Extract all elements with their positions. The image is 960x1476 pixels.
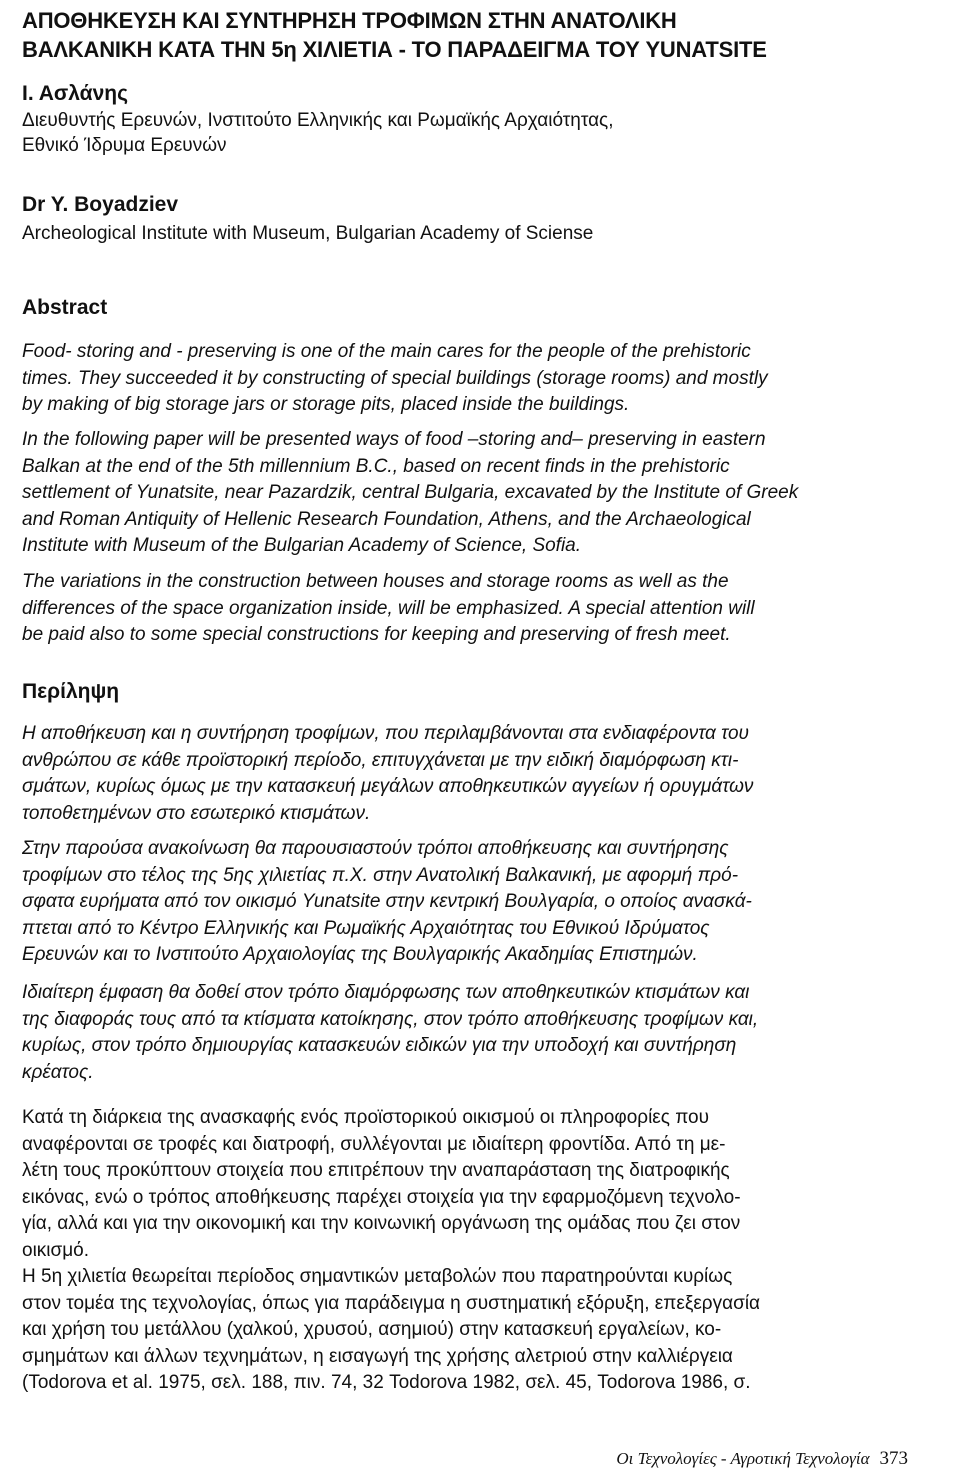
author-affiliation: Archeological Institute with Museum, Bulgarian Academy of Sciense	[22, 223, 594, 244]
page-footer	[616, 1448, 908, 1470]
title-line: ΒΑΛΚΑΝΙΚΗ ΚΑΤΑ ΤΗΝ 5η ΧΙΛΙΕΤΙΑ - ΤΟ ΠΑΡΑΔΕΙΓΜΑ ΤΟΥ YUNATSITE	[22, 37, 767, 62]
paper-title	[22, 6, 912, 64]
author-name: Dr Y. Boyadziev	[22, 193, 179, 216]
page-number: 373	[879, 1448, 908, 1469]
paragraph: Στην παρούσα ανακοίνωση θα παρουσιαστούν τρόποι αποθήκευσης και συντήρησης τροφίμων στο τέλος της 5ης χιλιετίας π.Χ. στην Ανατολική Βαλκανική, με αφορμή πρό- σφατα ευρήματα από τον οικισμό Yunatsite στην κεντρική Βουλγαρία, ο οποίος ανασκά- πτεται από το Κέντρο Ελληνικής και Ρωμαϊκής Αρχαιότητας του Εθνικού Ιδρύματος Ερευνών και το Ινστιτούτο Αρχαιολογίας της Βουλγαρικής Ακαδημίας Επιστημών.	[22, 838, 752, 965]
running-title: Οι Τεχνολογίες - Αγροτική Τεχνολογία	[616, 1449, 870, 1468]
paragraph: Ιδιαίτερη έμφαση θα δοθεί στον τρόπο διαμόρφωσης των αποθηκευτικών κτισμάτων και της διαφοράς τους από τα κτίσματα κατοίκησης, στον τρόπο αποθήκευσης τροφίμων και, κυρίως, στον τρόπο δημιουργίας κατασκευών ειδικών για την υποδοχή και συντήρηση κρέατος.	[22, 982, 759, 1083]
paragraph: Η 5η χιλιετία θεωρείται περίοδος σημαντικών μεταβολών που παρατηρούνται κυρίως στον τομέα της τεχνολογίας, όπως για παράδειγμα η συστηματική εξόρυξη, επεξεργασία και χρήση του μετάλλου (χαλκού, χρυσού, ασημιού) στην κατασκευή εργαλείων, κο- σμημάτων και άλλων τεχνημάτων, η εισαγωγή της χρήσης αλετριού στην καλλιέργεια (Todorova et al. 1975, σελ. 188, πιν. 74, 32 Todorova 1982, σελ. 45, Todorova 1986, σ.	[22, 1266, 761, 1393]
author-affiliation: Διευθυντής Ερευνών, Ινστιτούτο Ελληνικής και Ρωμαϊκής Αρχαιότητας, Εθνικό Ίδρυμα Ερευνών	[22, 110, 614, 156]
paragraph: Κατά τη διάρκεια της ανασκαφής ενός προϊστορικού οικισμού οι πληροφορίες που αναφέρονται σε τροφές και διατροφή, συλλέγονται με ιδιαίτερη φροντίδα. Από τη με- λέτη τους προκύπτουν στοιχεία που επιτρέπουν την αναπαράσταση της διατροφικής εικόνας, ενώ ο τρόπος αποθήκευσης παρέχει στοιχεία για την εφαρμοζόμενη τεχνολο- γία, αλλά και για την οικονομική και την κοινωνική οργάνωση της ομάδας που ζει στον οικισμό.	[22, 1107, 741, 1261]
paragraph: Food- storing and - preserving is one of the main cares for the people of the prehistoric times. They succeeded it by constructing of special buildings (storage rooms) and mostly by making of big storage jars or storage pits, placed inside the buildings.	[22, 341, 768, 415]
paragraph: In the following paper will be presented ways of food –storing and– preserving in eastern Balkan at the end of the 5th millennium B.C., based on recent finds in the prehistoric settlement of Yunatsite, near Pazardzik, central Bulgaria, excavated by the Institute of Greek and Roman Antiquity of Hellenic Research Foundation, Athens, and the Archaeological Institute with Museum of the Bulgarian Academy of Science, Sofia.	[22, 429, 799, 556]
title-line: ΑΠΟΘΗΚΕΥΣΗ ΚΑΙ ΣΥΝΤΗΡΗΣΗ ΤΡΟΦΙΜΩΝ ΣΤΗΝ ΑΝΑΤΟΛΙΚΗ	[22, 8, 677, 33]
paragraph: The variations in the construction between houses and storage rooms as well as the differences of the space organization inside, will be emphasized. A special attention will be paid also to some special constructions for keeping and preserving of fresh meet.	[22, 571, 755, 645]
paragraph: Η αποθήκευση και η συντήρηση τροφίμων, που περιλαμβάνονται στα ενδιαφέροντα του ανθρώπου σε κάθε προϊστορική περίοδο, επιτυγχάνεται με την ειδική διαμόρφωση κτι- σμάτων, κυρίως όμως με την κατασκευή μεγάλων αποθηκευτικών αγγείων ή ορυγμάτων τοποθετημένων στο εσωτερικό κτισμάτων.	[22, 723, 754, 824]
section-heading-perilipsi: Περίληψη	[22, 680, 120, 703]
section-heading-abstract: Abstract	[22, 296, 108, 319]
author-name: Ι. Ασλάνης	[22, 82, 129, 105]
